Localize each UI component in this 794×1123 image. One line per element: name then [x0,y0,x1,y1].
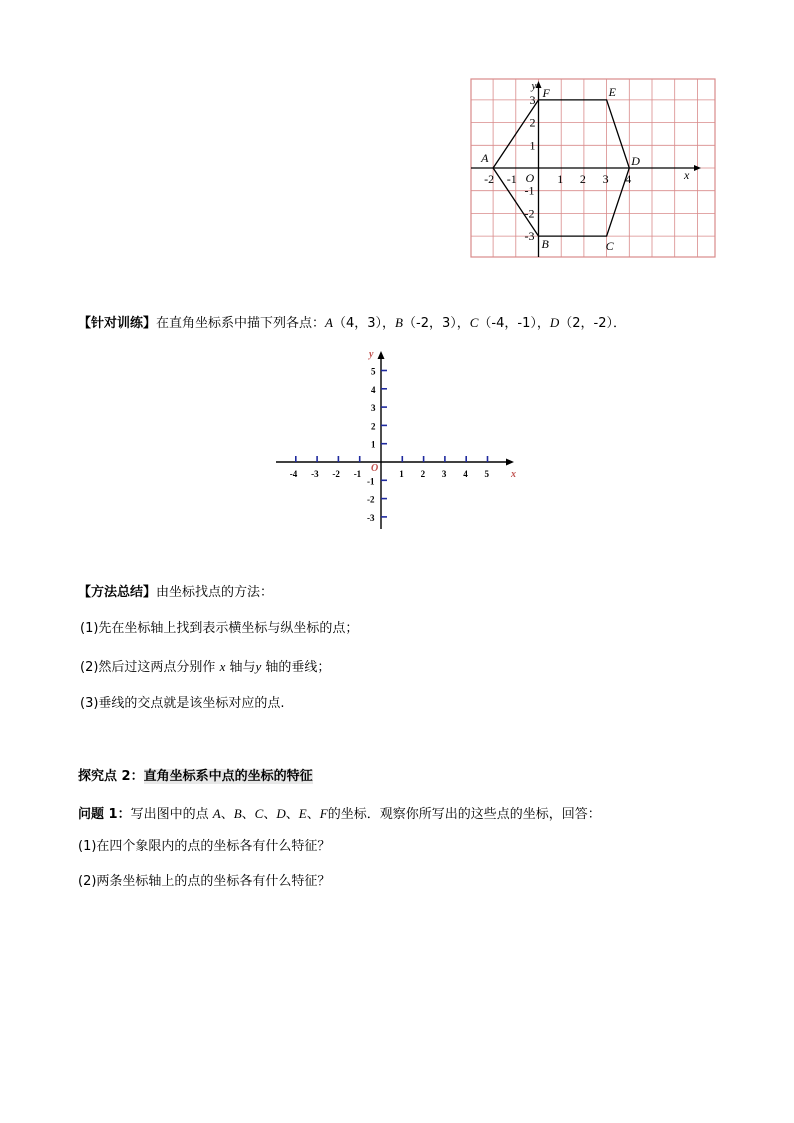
letter-e: E [298,806,307,821]
x-tick-label: 2 [420,469,426,479]
method-step-1: (1)先在坐标轴上找到表示横坐标与纵坐标的点； [80,621,359,636]
explore-heading [78,768,313,786]
step2-text-a: (2)然后过这两点分别作 [80,660,216,675]
x-tick-label: 4 [625,172,632,186]
point-label-d: D [631,154,640,168]
point-d-coords: （2，-2） [559,316,613,331]
question-1: (1)在四个象限内的点的坐标各有什么特征？ [78,839,331,854]
sep: 、 [263,807,277,822]
x-tick-label: 5 [484,469,489,479]
y-axis-label: y [531,80,537,92]
problem-text-a: 写出图中的点 [130,807,209,822]
y-tick-label: -3 [367,512,375,523]
sep: 、 [220,807,234,822]
method-step-2 [80,658,330,677]
step2-text-c: 轴的垂线； [265,660,331,675]
question-2: (2)两条坐标轴上的点的坐标各有什么特征？ [78,874,331,889]
y-tick-label: -3 [524,229,535,244]
y-tick-label: 3 [371,403,376,414]
y-tick-label: 2 [371,421,376,432]
method-step-3: (3)垂线的交点就是该坐标对应的点. [80,696,285,711]
y-tick-label: 4 [371,384,376,395]
sep: 、 [285,807,299,822]
separator: ， [456,316,470,331]
step2-y: y [255,659,262,674]
step2-x: x [219,659,226,674]
x-tick-label: -3 [311,469,319,479]
explore-heading-title: 直角坐标系中点的坐标的特征 [143,769,313,784]
y-tick-label: 2 [529,115,536,130]
x-tick-label: -1 [506,172,517,186]
sentence-end: ． [613,316,627,331]
blank-coordinate-axes [270,345,530,535]
axes-lines [276,351,514,529]
y-tick-label: -2 [524,206,535,221]
y-axis-arrow [378,351,385,359]
hexagon-coordinate-figure [470,78,720,260]
point-a-coords: （4，3） [332,316,383,331]
point-label-f: F [542,85,550,100]
point-a-letter: A [325,315,333,330]
hex-axes [471,81,701,257]
x-tick-label: 1 [399,469,404,479]
y-axis-arrow [536,81,542,88]
method-heading: 【方法总结】 [78,585,157,600]
x-tick-label: 1 [557,172,564,186]
hex-labels [480,80,690,253]
point-c-coords: （-4，-1） [478,316,537,331]
origin-label: O [525,171,535,185]
origin-label: O [371,463,379,474]
letter-c: C [254,806,264,821]
sep: 、 [306,807,320,822]
x-axis-label: x [511,469,516,480]
x-tick-label: -2 [332,469,340,479]
axes-ticks [290,349,516,523]
separator: ， [536,316,550,331]
practice-line [78,314,626,333]
method-intro: 由坐标找点的方法： [156,585,274,600]
point-c-letter: C [469,315,479,330]
y-tick-label: 5 [371,366,376,377]
x-axis-label: x [684,168,690,182]
letter-f: F [319,806,328,821]
sep: 、 [241,807,255,822]
x-tick-label: 3 [441,469,447,479]
problem-text-b: 的坐标．观察你所写出的这些点的坐标，回答： [327,807,601,822]
letter-d: D [276,806,286,821]
step2-text-b: 轴与 [229,660,256,675]
point-b-letter: B [395,315,403,330]
problem-label: 问题 1： [78,807,131,822]
y-tick-label: -1 [524,183,535,198]
method-heading-line [78,584,273,602]
x-tick-label: -2 [484,172,495,186]
x-axis-arrow [506,459,514,466]
point-label-c: C [605,239,614,254]
y-tick-label: 1 [371,439,376,450]
letter-b: B [233,806,242,821]
point-label-a: A [481,151,489,165]
practice-heading: 【针对训练】 [78,316,157,331]
y-tick-label: -1 [367,476,375,487]
x-tick-label: -4 [289,469,298,479]
explore-heading-prefix: 探究点 2： [78,769,144,784]
letter-a: A [212,806,221,821]
y-tick-label: -2 [367,494,375,505]
problem-1-line [78,805,601,824]
y-tick-label: 3 [529,92,536,107]
point-d-letter: D [549,315,560,330]
x-tick-label: 3 [602,172,609,186]
y-tick-label: 1 [529,138,536,153]
x-tick-label: 2 [579,172,586,186]
practice-text: 在直角坐标系中描下列各点： [156,316,326,331]
point-label-e: E [608,84,616,99]
x-tick-label: 4 [463,469,468,479]
y-axis-label: y [369,349,374,360]
point-label-b: B [541,237,549,252]
x-tick-label: -1 [353,469,362,479]
point-b-coords: （-2，3） [403,316,457,331]
separator: ， [382,316,396,331]
